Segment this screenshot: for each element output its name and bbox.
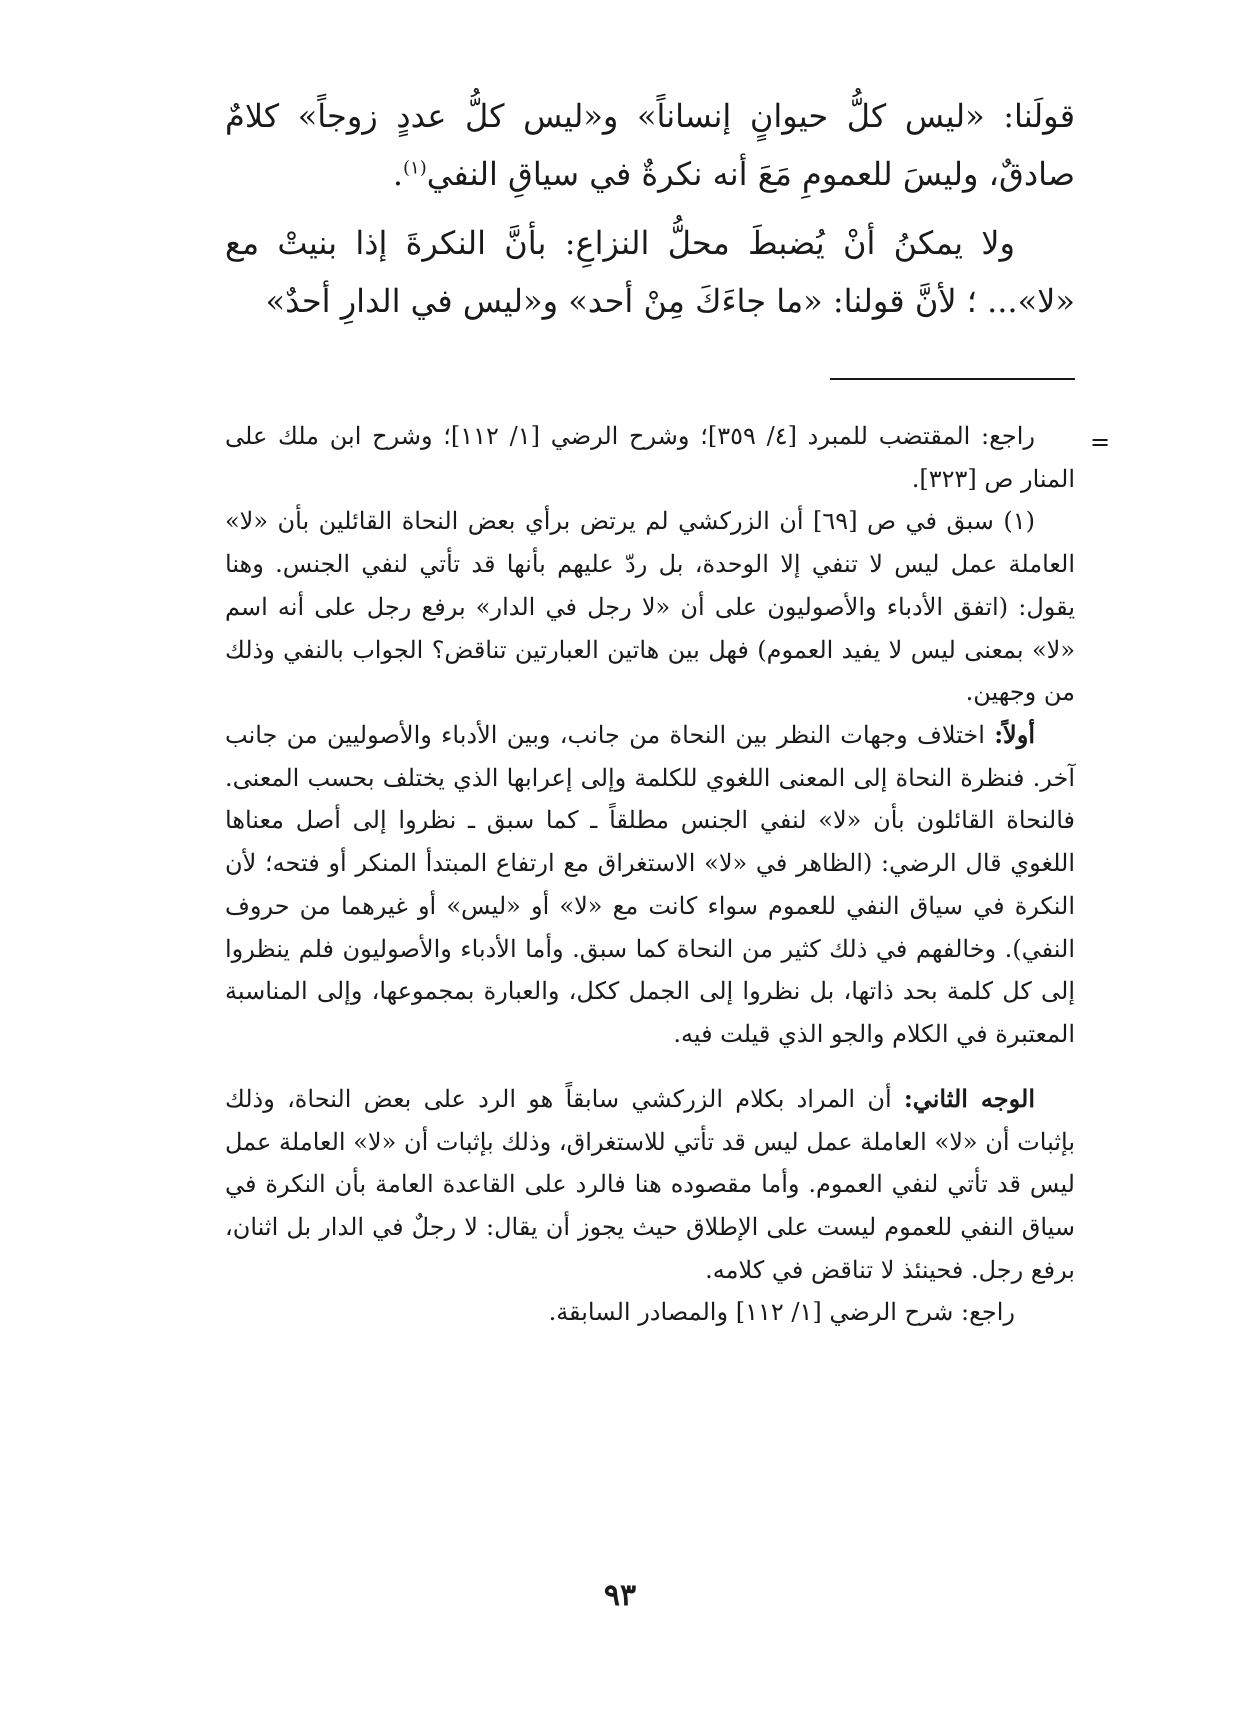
footnotes-block: [225, 415, 1075, 1334]
main-text-block: [225, 88, 1075, 330]
main-paragraph-end: .: [392, 154, 403, 193]
footnote-reference: راجع: شرح الرضي [١/ ١١٢] والمصادر السابقة.: [548, 1298, 1015, 1327]
main-paragraph: ولا يمكنُ أنْ يُضبطَ محلُّ النزاعِ: بأنَّ النكرةَ إذا بنيتْ مع «لا»... ؛ لأنَّ قولنا: «ما جاءَكَ مِنْ أحد» و«ليس في الدارِ أحدٌ»: [225, 224, 1075, 320]
footnote-first-point: [225, 714, 1075, 1056]
continuation-mark: =: [1090, 428, 1111, 456]
page-number: ٩٣: [603, 1578, 637, 1613]
footnote-continuation: راجع: المقتضب للمبرد [٤/ ٣٥٩]؛ وشرح الرضي [١/ ١١٢]؛ وشرح ابن ملك على المنار ص [٣٢٣].: [225, 422, 1075, 493]
main-paragraph-text: قولَنا: «ليس كلُّ حيوانٍ إنساناً» و«ليس كلُّ عددٍ زوجاً» كلامٌ صادقٌ، وليسَ للعمومِ مَعَ أنه نكرةٌ في سياقِ النفي: [225, 97, 1075, 193]
footnote-marker: (١): [402, 156, 427, 178]
main-paragraph: [225, 88, 1075, 203]
first-point-label: أولاً:: [994, 720, 1035, 750]
footnote-1: (١) سبق في ص [٦٩] أن الزركشي لم يرتض برأي بعض النحاة القائلين بأن «لا» العاملة عمل ليس لا تنفي إلا الوحدة، بل ردّ عليهم بأنها قد تأتي لنفي الجنس. وهنا يقول: (اتفق الأدباء والأصوليون على أن «لا رجل في الدار» برفع رجل على أنه اسم «لا» بمعنى ليس لا يفيد العموم) فهل بين هاتين العبارتين تناقض؟ الجواب بالنفي وذلك من وجهين.: [225, 507, 1075, 707]
footnote-second-point: [225, 1078, 1075, 1292]
second-point-text: أن المراد بكلام الزركشي سابقاً هو الرد على بعض النحاة، وذلك بإثبات أن «لا» العاملة عمل ليس قد تأتي للاستغراق، وذلك بإثبات أن «لا» العاملة عمل ليس قد تأتي لنفي العموم. وأما مقصوده هنا فالرد على القاعدة العامة بأن النكرة في سياق النفي للعموم ليست على الإطلاق حيث يجوز أن يقال: لا رجلٌ في الدار بل اثنان، برفع رجل. فحينئذ لا تناقض في كلامه.: [225, 1084, 1076, 1284]
first-point-text: اختلاف وجهات النظر بين النحاة من جانب، وبين الأدباء والأصوليين من جانب آخر. فنظرة النحاة إلى المعنى اللغوي للكلمة وإلى إعرابها الذي يختلف بحسب المعنى. فالنحاة القائلون بأن «لا» لنفي الجنس مطلقاً ـ كما سبق ـ نظروا إلى أصل معناها اللغوي قال الرضي: (الظاهر في «لا» الاستغراق مع ارتفاع المبتدأ المنكر أو فتحه؛ لأن النكرة في سياق النفي للعموم سواء كانت مع «لا» أو «ليس» أو غيرهما من حروف النفي). وخالفهم في ذلك كثير من النحاة كما سبق. وأما الأدباء والأصوليون فلم ينظروا إلى كل كلمة بحد ذاتها، بل نظروا إلى الجمل ككل، والعبارة بمجموعها، وإلى المناسبة المعتبرة في الكلام والجو الذي قيلت فيه.: [225, 721, 1076, 1049]
second-point-label: الوجه الثاني:: [903, 1083, 1036, 1113]
footnote-separator: [830, 378, 1075, 380]
